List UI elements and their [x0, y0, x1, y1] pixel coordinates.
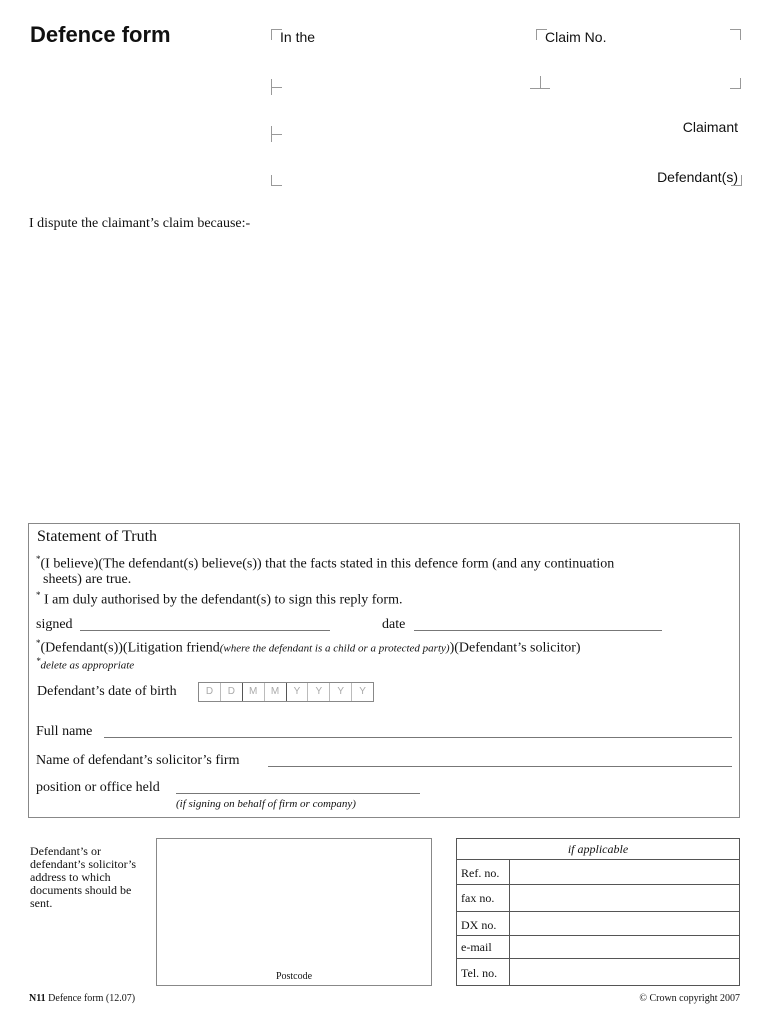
contact-row-label: e-mail [461, 940, 492, 954]
statement-of-truth-title: Statement of Truth [37, 528, 158, 545]
contact-row-email[interactable] [457, 936, 739, 959]
dispute-heading: I dispute the claimant’s claim because:- [29, 216, 251, 231]
role-text-b: )(Defendant’s solicitor) [449, 640, 581, 656]
contact-row-tel[interactable] [457, 959, 739, 986]
firm-label: Name of defendant’s solicitor’s firm [36, 753, 240, 768]
dob-cell-day-1[interactable]: D [199, 683, 221, 701]
authorised-text: I am duly authorised by the defendant(s) to sign this reply form. [44, 592, 403, 608]
defendant-field-corner [271, 175, 282, 186]
dob-cell-year-3[interactable]: Y [330, 683, 352, 701]
claimant-field-marker [271, 126, 282, 142]
dob-cell-day-2[interactable]: D [221, 683, 243, 701]
delete-note [36, 656, 134, 672]
belief-line-2: sheets) are true. [43, 572, 132, 587]
role-options [36, 638, 581, 657]
full-name-label: Full name [36, 724, 93, 739]
date-label: date [382, 617, 406, 632]
contact-table-header: if applicable [457, 839, 739, 860]
star-mark: * [36, 638, 41, 648]
claim-no-field-corner [730, 78, 741, 89]
signed-label: signed [36, 617, 73, 632]
form-title: Defence form [30, 22, 171, 47]
belief-statement [36, 554, 614, 573]
dob-cell-year-4[interactable]: Y [359, 686, 366, 697]
address-label: Defendant’s or defendant’s solicitor’s address to which documents should be sent. [30, 844, 137, 910]
star-mark: * [36, 656, 41, 666]
position-field[interactable] [176, 793, 420, 794]
form-code-name: Defence form (12.07) [48, 993, 136, 1004]
contact-row-label: Tel. no. [461, 966, 498, 980]
contact-row-label: fax no. [461, 891, 495, 905]
authorised-statement [36, 590, 402, 609]
contact-table [456, 838, 740, 986]
dob-label: Defendant’s date of birth [37, 684, 177, 699]
court-field-marker [271, 79, 282, 95]
full-name-field[interactable] [104, 737, 732, 738]
position-label: position or office held [36, 780, 160, 795]
dispute-text-area[interactable] [28, 238, 740, 508]
delete-note-text: delete as appropriate [40, 659, 135, 672]
contact-row-ref[interactable] [457, 859, 739, 885]
contact-row-label: DX no. [461, 918, 497, 932]
contact-row-label: Ref. no. [461, 866, 500, 880]
contact-row-fax[interactable] [457, 885, 739, 912]
position-note: (if signing on behalf of firm or company) [176, 798, 356, 810]
role-note: (where the defendant is a child or a protected party) [219, 642, 450, 655]
in-the-label: In the [280, 29, 316, 45]
firm-field[interactable] [268, 766, 732, 767]
claim-no-field-marker-v [540, 76, 541, 88]
role-text-a: (Defendant(s))(Litigation friend [40, 640, 220, 656]
date-field[interactable] [414, 630, 662, 631]
claim-no-corner-right [730, 29, 741, 40]
claim-no-label: Claim No. [545, 29, 607, 45]
star-mark: * [36, 590, 41, 600]
form-code-number: N11 [29, 993, 46, 1004]
contact-row-dx[interactable] [457, 912, 739, 936]
defendant-label: Defendant(s) [657, 169, 738, 185]
dob-cell-month-1[interactable]: M [243, 683, 265, 701]
dob-cell-month-2[interactable]: M [265, 683, 287, 701]
dob-cell-year-2[interactable]: Y [308, 683, 330, 701]
star-mark: * [36, 554, 41, 564]
address-box[interactable] [156, 838, 432, 986]
claimant-label: Claimant [682, 119, 738, 135]
copyright: © Crown copyright 2007 [639, 993, 740, 1004]
dob-cell-year-1[interactable]: Y [287, 683, 309, 701]
defendant-field-corner-right [731, 175, 742, 186]
signed-field[interactable] [80, 630, 330, 631]
postcode-label: Postcode [275, 971, 313, 982]
form-code [29, 993, 135, 1004]
dob-field[interactable] [198, 682, 374, 702]
belief-line-1: (I believe)(The defendant(s) believe(s)) that the facts stated in this defence form (and any continuation [40, 556, 615, 572]
